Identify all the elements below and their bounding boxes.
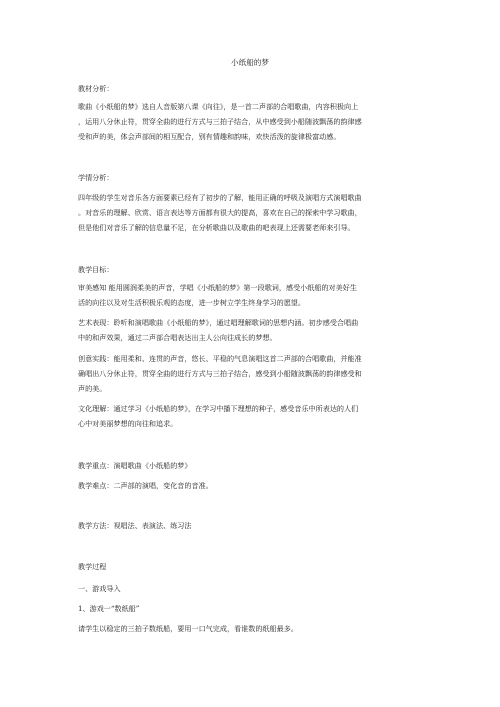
goals-expression-line-1: 艺术表现：聆听和演唱歌曲《小纸船的梦》，通过唱理解歌词的思想内涵。初步感受合唱曲 (78, 318, 359, 327)
goals-heading: 教学目标： (78, 265, 114, 274)
goals-practice-line-3: 声的美。 (78, 384, 107, 393)
document-title: 小纸船的梦 (231, 58, 269, 67)
analysis-line-1: 歌曲《小纸船的梦》选自人音版第八课《向往》，是一首二声部的合唱歌曲，内容积极向上 (78, 102, 359, 111)
analysis-heading: 教材分析： (78, 84, 114, 93)
students-line-2: 。对音乐的理解、欣赏、语言表达等方面都有很大的提高，喜欢在自己的探索中学习歌曲， (78, 208, 362, 217)
difficulty: 教学难点：二声部的演唱，变化音的音准。 (78, 481, 213, 490)
goals-aesthetic-line-2: 活的向往以及对生活积极乐观的态度，进一步树立学生终身学习的愿望。 (78, 298, 305, 307)
goals-practice-line-2: 确唱出八分休止符，贯穿全曲的进行方式与三拍子结合，感受到小船随波飘荡的韵律感受和 (78, 369, 362, 378)
key-point: 教学重点：演唱歌曲《小纸船的梦》 (78, 461, 192, 470)
goals-culture-line-1: 文化理解：通过学习《小纸船的梦》，在学习中播下理想的种子，感受音乐中所表达的人们 (78, 404, 359, 413)
game-title: 1、游戏一“数纸船” (78, 604, 140, 613)
methods: 教学方法：视唱法、表演法、练习法 (78, 521, 192, 530)
analysis-line-2: ，运用八分休止符，贯穿全曲的进行方式与三拍子结合，从中感受到小船随波飘荡的韵律感 (78, 117, 362, 126)
students-line-1: 四年级的学生对音乐各方面要素已经有了初步的了解，能用正确的呼吸及演唱方式演唱歌曲 (78, 193, 362, 202)
students-heading: 学情分析： (78, 173, 114, 182)
process-heading: 教学过程 (78, 562, 107, 571)
analysis-line-3: 受和声的美，体会声部间的相互配合，别有情趣和韵味，欢快活泼的旋律极富动感。 (78, 132, 341, 141)
goals-practice-line-1: 创意实践：能用柔和、连贯的声音，悠长、平稳的气息演唱这首二声部的合唱歌曲，并能准 (78, 354, 362, 363)
game-desc: 请学生以稳定的三拍子数纸船，要用一口气完成，看谁数的纸船最多。 (78, 624, 298, 633)
part-one: 一、游戏导入 (78, 584, 121, 593)
goals-aesthetic-line-1: 审美感知 能用圆润柔美的声音，学唱《小纸船的梦》第一段歌词，感受小纸船的对美好生 (78, 283, 357, 292)
goals-expression-line-2: 中的和声效果，通过二声部合唱表达出主人公向往成长的梦想。 (78, 333, 277, 342)
students-line-3: 但是他们对音乐了解的信息量不足，在分析歌曲以及歌曲的吧表现上还需要老师来引导。 (78, 223, 355, 232)
goals-culture-line-2: 心中对美丽梦想的向往和追求。 (78, 419, 178, 428)
